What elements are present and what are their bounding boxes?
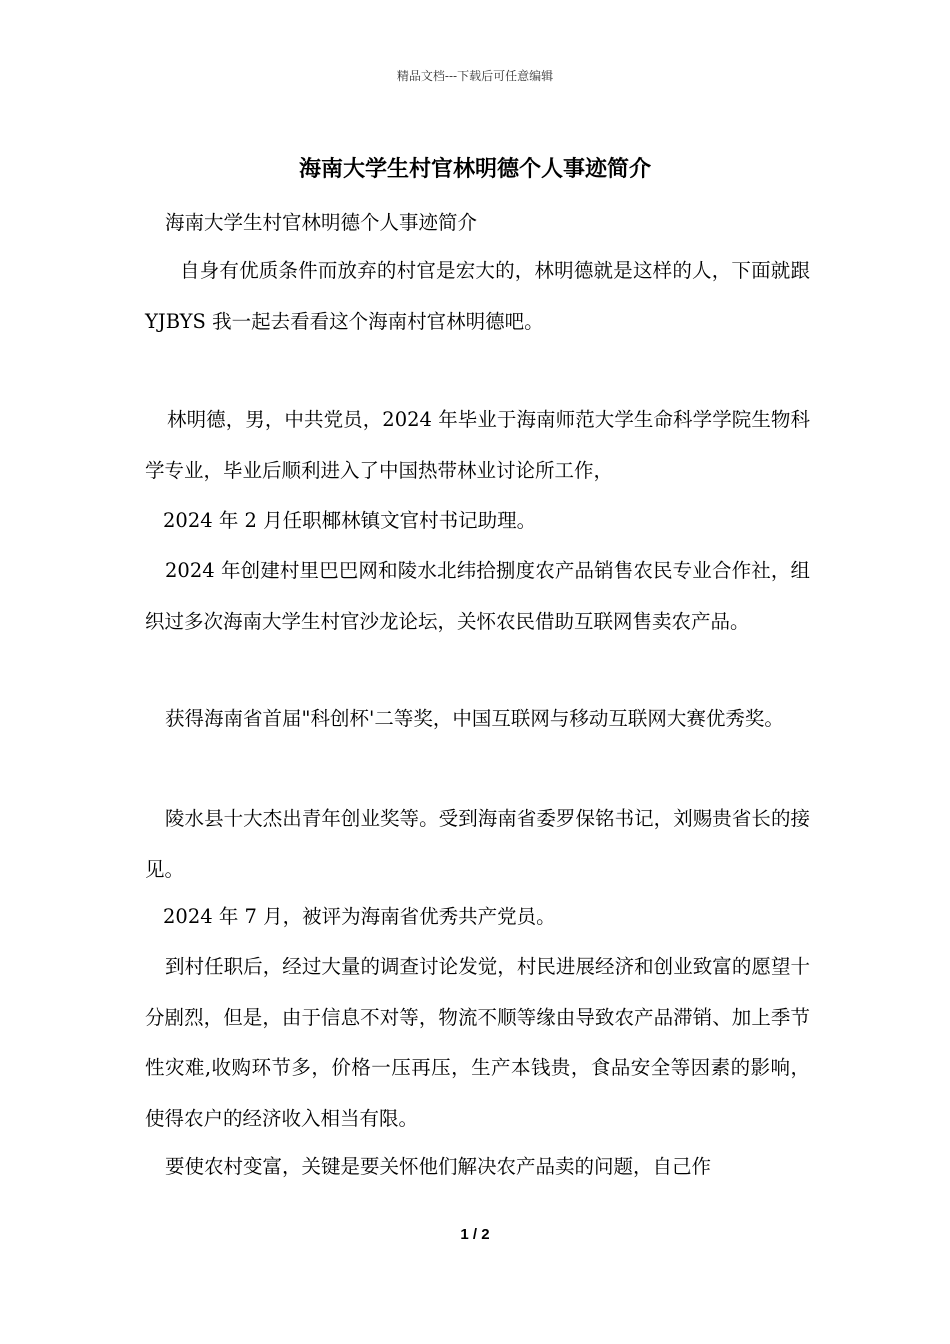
paragraph-party-member: 2024 年 7 月，被评为海南省优秀共产党员。	[163, 905, 556, 928]
paragraph-intro: 自身有优质条件而放弃的村官是宏大的，林明德就是这样的人，下面就跟 YJBYS 我一起去看看这个海南村官林明德吧。	[145, 259, 810, 333]
document-title: 海南大学生村官林明德个人事迹简介	[298, 156, 651, 182]
paragraph-conclusion: 要使农村变富，关键是要关怀他们解决农产品卖的问题，自己作	[165, 1155, 712, 1178]
paragraph-investigation: 到村任职后，经过大量的调查讨论发觉，村民进展经济和创业致富的愿望十分剧烈，但是，由于信息不对等，物流不顺等缘由导致农产品滞销、加上季节性灾难,收购环节多，价格一压再压，生产本钱贵，食品安全等因素的影响，使得农户的经济收入相当有限。	[145, 955, 810, 1130]
paragraph-honors: 陵水县十大杰出青年创业奖等。受到海南省委罗保铭书记，刘赐贵省长的接见。	[145, 807, 810, 881]
paragraph-cooperative: 2024 年创建村里巴巴网和陵水北纬拾捌度农产品销售农民专业合作社，组织过多次海南大学生村官沙龙论坛，关怀农民借助互联网售卖农产品。	[145, 559, 810, 633]
paragraph-appointment: 2024 年 2 月任职椰林镇文官村书记助理。	[163, 509, 537, 532]
paragraph-subtitle: 海南大学生村官林明德个人事迹简介	[165, 211, 478, 234]
paragraph-awards: 获得海南省首届"科创杯'二等奖，中国互联网与移动互联网大赛优秀奖。	[165, 707, 784, 730]
page-number: 1 / 2	[460, 1226, 490, 1243]
paragraph-bio: 林明德，男，中共党员，2024 年毕业于海南师范大学生命科学学院生物科学专业，毕业后顺利进入了中国热带林业讨论所工作，	[145, 408, 810, 482]
header-note: 精品文档---下载后可任意编辑	[396, 69, 554, 83]
